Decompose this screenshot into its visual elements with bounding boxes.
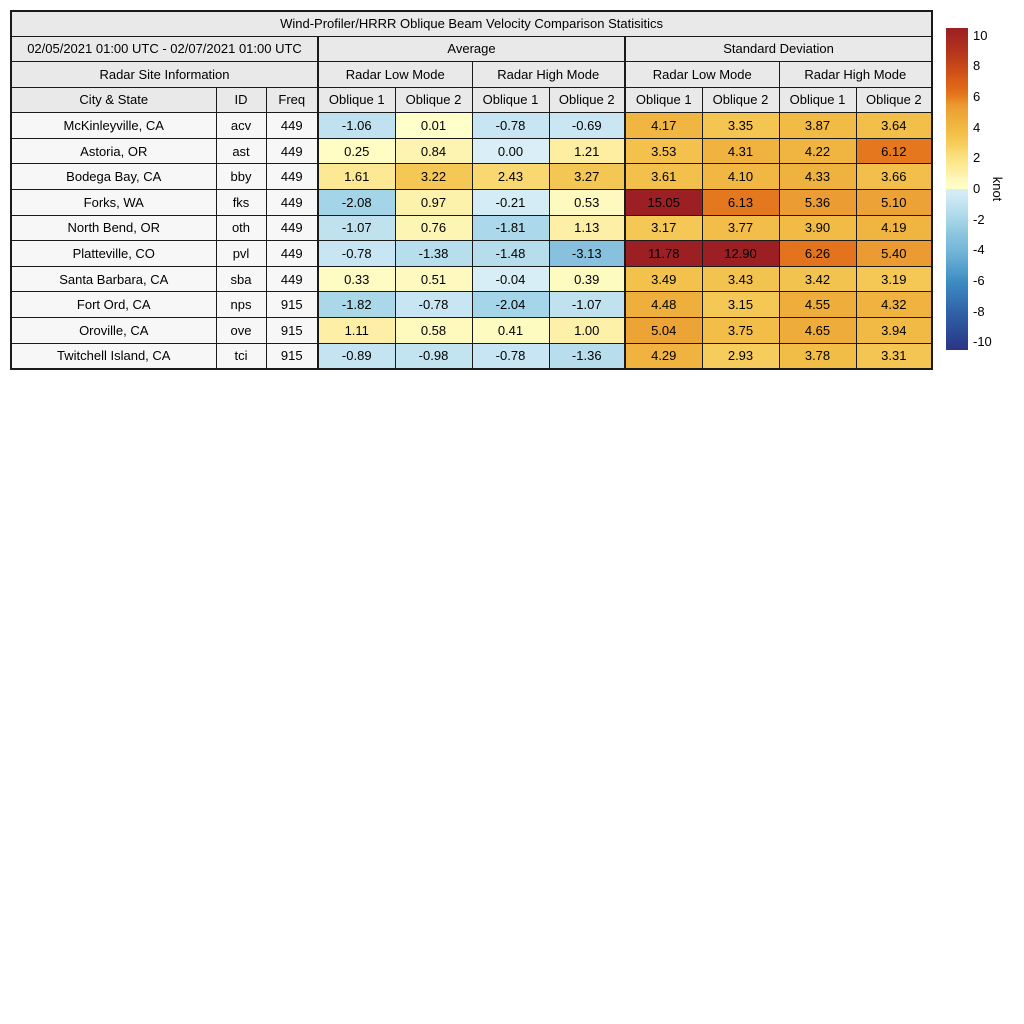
- value-cell: 0.53: [549, 190, 625, 216]
- stats-table: [10, 10, 933, 370]
- value-cell: 5.10: [856, 190, 932, 216]
- value-cell: -1.48: [472, 241, 549, 267]
- value-cell: 3.42: [779, 266, 856, 292]
- value-cell: 5.40: [856, 241, 932, 267]
- value-cell: 5.36: [779, 190, 856, 216]
- value-cell: 3.53: [625, 138, 702, 164]
- table-row: [11, 215, 932, 241]
- freq-cell: 449: [266, 138, 318, 164]
- value-cell: -2.04: [472, 292, 549, 318]
- colorbar-gradient: [946, 28, 968, 350]
- site-id-cell: pvl: [216, 241, 266, 267]
- value-cell: -0.21: [472, 190, 549, 216]
- colorbar-tick-label: 10: [973, 27, 988, 43]
- colorbar-tick-label: -4: [973, 242, 985, 258]
- site-info-header: Radar Site Information: [11, 62, 318, 88]
- table-row: [11, 190, 932, 216]
- value-cell: 3.94: [856, 318, 932, 344]
- value-cell: -0.69: [549, 113, 625, 139]
- group-header-average: Average: [318, 36, 625, 62]
- city-state-cell: Twitchell Island, CA: [11, 343, 216, 369]
- col-header-oblique1: Oblique 1: [625, 87, 702, 113]
- value-cell: -1.82: [318, 292, 395, 318]
- mode-header-sd-low: Radar Low Mode: [625, 62, 779, 88]
- value-cell: 11.78: [625, 241, 702, 267]
- colorbar-tick-label: 4: [973, 119, 981, 135]
- value-cell: -0.78: [318, 241, 395, 267]
- site-id-cell: ast: [216, 138, 266, 164]
- value-cell: 0.41: [472, 318, 549, 344]
- value-cell: 0.00: [472, 138, 549, 164]
- value-cell: -1.07: [318, 215, 395, 241]
- col-header-oblique1: Oblique 1: [779, 87, 856, 113]
- value-cell: 3.15: [702, 292, 779, 318]
- value-cell: 4.33: [779, 164, 856, 190]
- value-cell: 4.65: [779, 318, 856, 344]
- value-cell: 1.11: [318, 318, 395, 344]
- table-row: [11, 113, 932, 139]
- freq-cell: 915: [266, 318, 318, 344]
- value-cell: -1.06: [318, 113, 395, 139]
- value-cell: -1.38: [395, 241, 472, 267]
- value-cell: 1.00: [549, 318, 625, 344]
- city-state-cell: Bodega Bay, CA: [11, 164, 216, 190]
- colorbar-tick-label: -6: [973, 273, 985, 288]
- table-row: [11, 138, 932, 164]
- value-cell: 3.90: [779, 215, 856, 241]
- site-id-cell: sba: [216, 266, 266, 292]
- col-header-oblique2: Oblique 2: [702, 87, 779, 113]
- freq-cell: 915: [266, 292, 318, 318]
- value-cell: 0.84: [395, 138, 472, 164]
- table-title: Wind-Profiler/HRRR Oblique Beam Velocity Comparison Statisitics: [11, 11, 932, 36]
- value-cell: 3.43: [702, 266, 779, 292]
- table-row: [11, 318, 932, 344]
- value-cell: 4.55: [779, 292, 856, 318]
- value-cell: 3.75: [702, 318, 779, 344]
- city-state-cell: Forks, WA: [11, 190, 216, 216]
- value-cell: 3.64: [856, 113, 932, 139]
- value-cell: 6.13: [702, 190, 779, 216]
- colorbar-tick-label: -10: [973, 334, 992, 350]
- colorbar-tick-label: -2: [973, 211, 985, 227]
- value-cell: 4.17: [625, 113, 702, 139]
- freq-cell: 449: [266, 164, 318, 190]
- value-cell: 4.29: [625, 343, 702, 369]
- table-row: [11, 164, 932, 190]
- colorbar-axis-label: knot: [990, 176, 1005, 202]
- table-row: [11, 292, 932, 318]
- value-cell: -3.13: [549, 241, 625, 267]
- freq-cell: 449: [266, 113, 318, 139]
- value-cell: 0.01: [395, 113, 472, 139]
- value-cell: 4.31: [702, 138, 779, 164]
- value-cell: 4.32: [856, 292, 932, 318]
- value-cell: 1.13: [549, 215, 625, 241]
- value-cell: 0.25: [318, 138, 395, 164]
- col-header-oblique2: Oblique 2: [549, 87, 625, 113]
- colorbar-tick-label: -8: [973, 303, 985, 319]
- value-cell: 4.22: [779, 138, 856, 164]
- mode-header-avg-low: Radar Low Mode: [318, 62, 472, 88]
- city-state-cell: McKinleyville, CA: [11, 113, 216, 139]
- table-row: [11, 266, 932, 292]
- value-cell: 0.33: [318, 266, 395, 292]
- value-cell: 3.77: [702, 215, 779, 241]
- site-id-cell: oth: [216, 215, 266, 241]
- column-header-row: [11, 87, 932, 113]
- value-cell: 15.05: [625, 190, 702, 216]
- value-cell: 0.58: [395, 318, 472, 344]
- site-id-cell: nps: [216, 292, 266, 318]
- value-cell: 3.61: [625, 164, 702, 190]
- value-cell: -0.78: [472, 343, 549, 369]
- value-cell: 2.93: [702, 343, 779, 369]
- value-cell: 3.78: [779, 343, 856, 369]
- col-header-freq: Freq: [266, 87, 318, 113]
- group-header-stddev: Standard Deviation: [625, 36, 932, 62]
- site-id-cell: fks: [216, 190, 266, 216]
- value-cell: 3.31: [856, 343, 932, 369]
- colorbar-tick-label: 0: [973, 181, 981, 196]
- value-cell: -0.78: [395, 292, 472, 318]
- freq-cell: 449: [266, 266, 318, 292]
- value-cell: 3.49: [625, 266, 702, 292]
- value-cell: -0.98: [395, 343, 472, 369]
- col-header-id: ID: [216, 87, 266, 113]
- value-cell: -0.89: [318, 343, 395, 369]
- value-cell: 3.19: [856, 266, 932, 292]
- city-state-cell: Oroville, CA: [11, 318, 216, 344]
- site-id-cell: acv: [216, 113, 266, 139]
- col-header-oblique2: Oblique 2: [856, 87, 932, 113]
- value-cell: 4.48: [625, 292, 702, 318]
- freq-cell: 915: [266, 343, 318, 369]
- col-header-oblique1: Oblique 1: [472, 87, 549, 113]
- value-cell: 6.12: [856, 138, 932, 164]
- colorbar: [946, 28, 1024, 350]
- city-state-cell: Fort Ord, CA: [11, 292, 216, 318]
- value-cell: -1.36: [549, 343, 625, 369]
- table-row: [11, 343, 932, 369]
- value-cell: 0.97: [395, 190, 472, 216]
- site-id-cell: tci: [216, 343, 266, 369]
- value-cell: -0.04: [472, 266, 549, 292]
- city-state-cell: North Bend, OR: [11, 215, 216, 241]
- value-cell: 0.76: [395, 215, 472, 241]
- col-header-oblique2: Oblique 2: [395, 87, 472, 113]
- value-cell: 0.51: [395, 266, 472, 292]
- freq-cell: 449: [266, 190, 318, 216]
- value-cell: 12.90: [702, 241, 779, 267]
- city-state-cell: Astoria, OR: [11, 138, 216, 164]
- value-cell: -2.08: [318, 190, 395, 216]
- period-cell: 02/05/2021 01:00 UTC - 02/07/2021 01:00 UTC: [11, 36, 318, 62]
- value-cell: 3.87: [779, 113, 856, 139]
- colorbar-tick-label: 6: [973, 89, 981, 104]
- value-cell: 1.21: [549, 138, 625, 164]
- mode-header-sd-high: Radar High Mode: [779, 62, 932, 88]
- value-cell: 3.17: [625, 215, 702, 241]
- value-cell: -0.78: [472, 113, 549, 139]
- freq-cell: 449: [266, 241, 318, 267]
- colorbar-tick-label: 8: [973, 58, 981, 74]
- city-state-cell: Santa Barbara, CA: [11, 266, 216, 292]
- col-header-city: City & State: [11, 87, 216, 113]
- freq-cell: 449: [266, 215, 318, 241]
- site-id-cell: ove: [216, 318, 266, 344]
- value-cell: 3.66: [856, 164, 932, 190]
- value-cell: 6.26: [779, 241, 856, 267]
- site-id-cell: bby: [216, 164, 266, 190]
- col-header-oblique1: Oblique 1: [318, 87, 395, 113]
- mode-header-row: [11, 62, 932, 88]
- table-row: [11, 241, 932, 267]
- mode-header-avg-high: Radar High Mode: [472, 62, 625, 88]
- value-cell: 3.35: [702, 113, 779, 139]
- value-cell: 5.04: [625, 318, 702, 344]
- value-cell: 0.39: [549, 266, 625, 292]
- value-cell: 3.22: [395, 164, 472, 190]
- value-cell: 4.10: [702, 164, 779, 190]
- city-state-cell: Platteville, CO: [11, 241, 216, 267]
- title-row: [11, 11, 932, 36]
- value-cell: 4.19: [856, 215, 932, 241]
- colorbar-tick-label: 2: [973, 150, 981, 166]
- value-cell: -1.07: [549, 292, 625, 318]
- group-header-row: [11, 36, 932, 62]
- value-cell: 3.27: [549, 164, 625, 190]
- value-cell: 1.61: [318, 164, 395, 190]
- value-cell: 2.43: [472, 164, 549, 190]
- value-cell: -1.81: [472, 215, 549, 241]
